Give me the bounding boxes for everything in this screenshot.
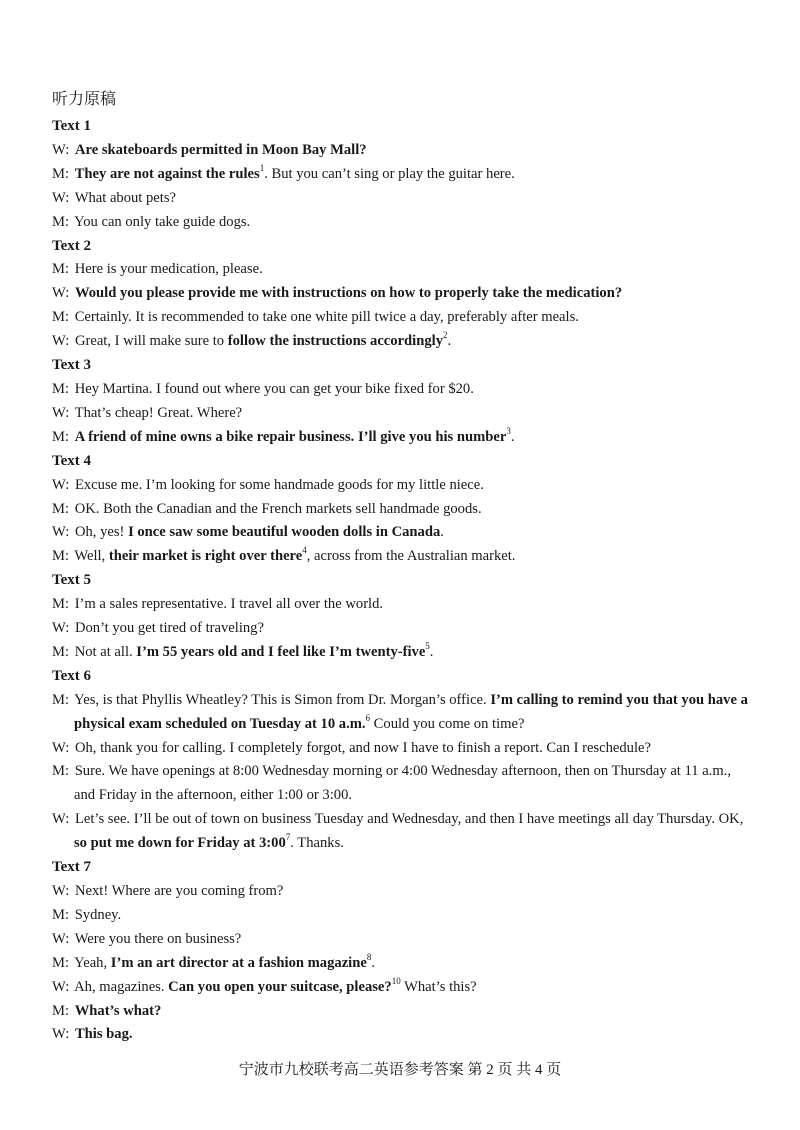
dialogue-text: Yeah, — [74, 954, 111, 971]
speaker-label: M: — [52, 500, 70, 517]
dialogue-line — [52, 211, 752, 235]
key-phrase: Would you please provide me with instructions on how to properly take the medication? — [74, 285, 623, 302]
footnote-marker: 1 — [259, 162, 265, 173]
dialogue-text: Oh, thank you for calling. I completely forgot, and now I have to finish a report. Can I reschedule? — [74, 739, 651, 756]
dialogue-text: Sure. We have openings at 8:00 Wednesday morning or 4:00 Wednesday afternoon, then on Thursday at 11 a.m., and Friday in the afternoon, either 1:00 or 3:00. — [74, 763, 731, 804]
section-heading: Text 1 — [52, 118, 92, 134]
key-phrase: I once saw some beautiful wooden dolls in Canada — [128, 524, 441, 541]
dialogue-text: Certainly. It is recommended to take one white pill twice a day, preferably after meals. — [74, 309, 579, 326]
dialogue-text: . — [510, 428, 515, 445]
dialogue-line — [52, 737, 752, 761]
dialogue-line — [52, 689, 752, 737]
speaker-label: W: — [52, 404, 70, 421]
section-heading: Text 7 — [52, 859, 92, 876]
dialogue-text: . But you can’t sing or play the guitar here. — [264, 165, 515, 182]
dialogue-line — [52, 163, 752, 187]
key-phrase: follow the instructions accordingly — [227, 333, 443, 350]
dialogue-text: Here is your medication, please. — [74, 261, 263, 278]
key-phrase: I’m 55 years old and I feel like I’m twenty-five — [136, 643, 426, 660]
footnote-marker: 10 — [391, 975, 401, 986]
speaker-label: M: — [52, 548, 70, 565]
speaker-label: M: — [52, 596, 70, 613]
key-phrase: I’m calling to remind you that you have a physical exam scheduled on Tuesday at 10 a.m. — [74, 691, 748, 732]
speaker-label: M: — [52, 763, 70, 780]
dialogue-text: . — [429, 643, 434, 660]
dialogue-text: Not at all. — [74, 643, 137, 660]
dialogue-line — [52, 330, 752, 354]
dialogue-text: What’s this? — [400, 978, 477, 995]
dialogue-text: That’s cheap! Great. Where? — [74, 404, 243, 421]
dialogue-line — [52, 952, 752, 976]
speaker-label: M: — [52, 954, 70, 971]
speaker-label: W: — [52, 883, 70, 899]
section-heading: Text 4 — [52, 452, 92, 469]
key-phrase: so put me down for Friday at 3:00 — [74, 835, 286, 852]
dialogue-text: , across from the Australian market. — [306, 548, 516, 565]
dialogue-line — [52, 378, 752, 402]
dialogue-line — [52, 641, 752, 665]
dialogue-text: Next! Where are you coming from? — [74, 883, 284, 899]
speaker-label: W: — [52, 978, 70, 995]
transcript-body — [52, 115, 752, 1047]
dialogue-line — [52, 617, 752, 641]
speaker-label: M: — [52, 643, 70, 660]
dialogue-line — [52, 760, 752, 808]
key-phrase: What’s what? — [74, 1002, 162, 1019]
dialogue-line — [52, 402, 752, 426]
dialogue-line — [52, 426, 752, 450]
key-phrase: This bag. — [74, 1026, 133, 1043]
footnote-marker: 2 — [443, 330, 448, 341]
page-title: 听力原稿 — [52, 91, 117, 108]
footnote-marker: 5 — [425, 641, 430, 652]
speaker-label: M: — [52, 906, 70, 923]
key-phrase: They are not against the rules — [74, 165, 260, 182]
key-phrase: their market is right over there — [108, 548, 303, 565]
speaker-label: M: — [52, 1002, 70, 1019]
dialogue-text: Hey Martina. I found out where you can get your bike fixed for $20. — [74, 380, 474, 397]
dialogue-text: Great, I will make sure to — [74, 333, 228, 350]
speaker-label: W: — [52, 739, 70, 756]
dialogue-line — [52, 258, 752, 282]
dialogue-line — [52, 1023, 752, 1047]
footnote-marker: 7 — [285, 832, 291, 843]
speaker-label: M: — [52, 309, 70, 326]
section-heading: Text 5 — [52, 572, 92, 589]
dialogue-line — [52, 904, 752, 928]
dialogue-line — [52, 498, 752, 522]
speaker-label: W: — [52, 141, 70, 158]
dialogue-text: Were you there on business? — [74, 930, 242, 947]
dialogue-text: Don’t you get tired of traveling? — [74, 620, 264, 637]
dialogue-line — [52, 880, 752, 904]
section-heading: Text 6 — [52, 667, 92, 684]
dialogue-line — [52, 474, 752, 498]
dialogue-line — [52, 521, 752, 545]
dialogue-text: What about pets? — [74, 189, 176, 206]
speaker-label: W: — [52, 930, 70, 947]
speaker-label: M: — [52, 428, 70, 445]
dialogue-text: Sydney. — [74, 906, 122, 923]
dialogue-line — [52, 306, 752, 330]
dialogue-text: OK. Both the Canadian and the French markets sell handmade goods. — [74, 500, 482, 517]
footnote-marker: 8 — [366, 951, 372, 962]
speaker-label: M: — [52, 213, 70, 230]
footnote-marker: 4 — [302, 545, 307, 556]
dialogue-line — [52, 976, 752, 1000]
speaker-label: W: — [52, 620, 70, 637]
speaker-label: M: — [52, 165, 70, 182]
dialogue-text: Yes, is that Phyllis Wheatley? This is Simon from Dr. Morgan’s office. — [74, 691, 491, 708]
speaker-label: M: — [52, 380, 70, 397]
dialogue-text: . — [440, 524, 444, 541]
dialogue-line — [52, 545, 752, 569]
dialogue-line — [52, 139, 752, 163]
speaker-label: M: — [52, 261, 70, 278]
speaker-label: M: — [52, 691, 70, 708]
key-phrase: A friend of mine owns a bike repair business. I’ll give you his number — [74, 428, 507, 445]
dialogue-line — [52, 187, 752, 211]
key-phrase: Are skateboards permitted in Moon Bay Mall? — [74, 141, 367, 158]
dialogue-text: You can only take guide dogs. — [74, 213, 251, 230]
dialogue-line — [52, 593, 752, 617]
section-heading: Text 2 — [52, 237, 92, 254]
dialogue-line — [52, 808, 752, 856]
dialogue-text: Let’s see. I’ll be out of town on business Tuesday and Wednesday, and then I have meetings all day Thursday. OK, — [74, 811, 744, 828]
speaker-label: W: — [52, 811, 70, 828]
dialogue-text: Well, — [74, 548, 109, 565]
speaker-label: W: — [52, 524, 70, 541]
footnote-marker: 3 — [506, 425, 511, 436]
speaker-label: W: — [52, 189, 70, 206]
speaker-label: W: — [52, 1026, 70, 1043]
speaker-label: W: — [52, 285, 70, 302]
dialogue-text: Ah, magazines. — [74, 978, 169, 995]
speaker-label: W: — [52, 476, 70, 493]
dialogue-line — [52, 1000, 752, 1024]
dialogue-text: Oh, yes! — [74, 524, 129, 541]
footnote-marker: 6 — [365, 712, 371, 723]
dialogue-text: Could you come on time? — [370, 715, 525, 732]
page-footer: 宁波市九校联考高二英语参考答案 第 2 页 共 4 页 — [238, 1062, 562, 1078]
dialogue-text: Excuse me. I’m looking for some handmade goods for my little niece. — [74, 476, 484, 493]
dialogue-line — [52, 282, 752, 306]
section-heading: Text 3 — [52, 357, 92, 374]
dialogue-line — [52, 928, 752, 952]
dialogue-text: . Thanks. — [290, 835, 344, 852]
dialogue-text: . — [371, 954, 375, 971]
key-phrase: I’m an art director at a fashion magazine — [110, 954, 367, 971]
dialogue-text: I’m a sales representative. I travel all over the world. — [74, 596, 384, 613]
speaker-label: W: — [52, 333, 70, 350]
key-phrase: Can you open your suitcase, please? — [168, 978, 392, 995]
dialogue-text: . — [447, 333, 452, 350]
